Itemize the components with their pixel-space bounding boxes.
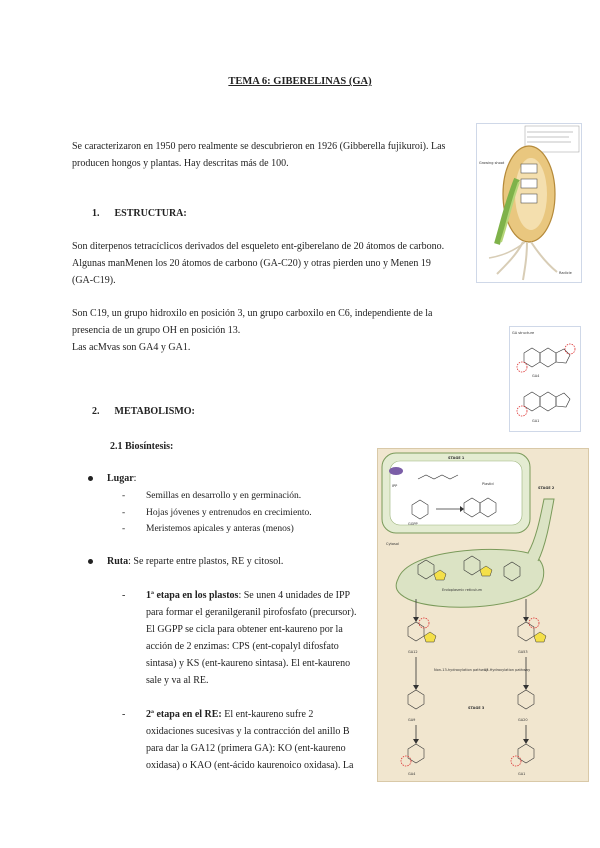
structure-paragraph-1 [72, 238, 482, 289]
section-1-title: ESTRUCTURA: [114, 208, 187, 219]
ipp-label: IPP [392, 484, 398, 488]
page-title: TEMA 6: GIBERELINAS (GA) [228, 76, 372, 87]
structure-p1-line-1: Son diterpenos tetracíclicos derivados del esqueleto ent-giberelano de 20 átomos de carbono. [72, 241, 445, 252]
cytosol-label: Cytosol [386, 542, 399, 546]
intro-line-1: Se caracterizaron en 1950 pero realmente se descubrieron en 1926 (Gibberella fujikuroi). Las [72, 141, 446, 152]
stage-2-tag: STAGE 2 [538, 486, 555, 490]
section-2-heading [92, 406, 195, 417]
ruta-bullet [88, 556, 283, 567]
non13-pathway-label: Non-13-hydroxylation pathway [434, 668, 488, 672]
seed-illustration [477, 124, 581, 282]
stage-1-tag: STAGE 1 [448, 456, 465, 460]
ga9-label: GA9 [408, 718, 416, 722]
ga4-pathway-label: GA4 [408, 772, 416, 776]
ruta-label: Ruta [107, 556, 129, 567]
lugar-bullet: Lugar: [88, 473, 136, 484]
lugar-label: Lugar [107, 473, 134, 484]
stage-1-line-4: acción de 2 enzimas: CPS (ent-copalyl difosfato [146, 641, 339, 652]
biosynthesis-pathway-figure [377, 448, 589, 782]
section-1-heading [92, 208, 187, 219]
stage-2-label: 2ª etapa en el RE: [146, 709, 222, 720]
seed-figure [476, 123, 582, 283]
structure-p2-line-1: Son C19, un grupo hidroxilo en posición 3, un grupo carboxilo en C6, independiente de la [72, 308, 433, 319]
structure-p1-line-2: Algunas manMenen los 20 átomos de carbono (GA-C20) y otras pierden uno y Menen 19 [72, 258, 431, 269]
subsection-biosintesis: 2.1 Biosíntesis: [110, 441, 174, 452]
early13-pathway-label: 13-Hydroxylation pathway [484, 668, 531, 672]
ga-structure-figure [509, 326, 581, 432]
seed-label-shoot: Growing shoot [479, 161, 505, 165]
lugar-item-2: - Hojas jóvenes y entrenudos en crecimiento. [122, 505, 312, 522]
structure-p2-line-2: presencia de un grupo OH en posición 13. [72, 325, 241, 336]
stage-2-paragraph [146, 706, 376, 774]
lugar-item-1: - Semillas en desarrollo y en germinación. [122, 488, 312, 505]
plastid-label: Plastid [482, 482, 494, 486]
intro-line-2: producen hongos y plantas. Hay descritas más de 100. [72, 158, 289, 169]
stage-2-dash: - [122, 709, 126, 720]
stage-2-line-4: oxidasa) o KAO (ent-ácido kaurenoico oxidasa). La [146, 760, 354, 771]
intro-paragraph [72, 138, 472, 172]
bullet-dot [88, 476, 93, 481]
biosynthesis-pathway-diagram [378, 449, 588, 781]
ga1-label: GA1 [532, 419, 540, 423]
ga4-label: GA4 [532, 374, 540, 378]
ga-structure-label: GA structure [512, 331, 535, 335]
seed-label-radicle: Radicle [559, 271, 572, 275]
stage-1-line-3: El GGPP se cicla para obtener ent-kaureno por la [146, 624, 343, 635]
stage-1-line-6: sale y va al RE. [146, 675, 209, 686]
stage-1-line-1: : Se unen 4 unidades de IPP [238, 590, 351, 601]
structure-paragraph-2 [72, 305, 482, 356]
ga-structure-diagram [510, 327, 580, 431]
stage-3-tag: STAGE 3 [468, 706, 485, 710]
ga20-label: GA20 [518, 718, 528, 722]
structure-p1-line-3: (GA-C19). [72, 275, 116, 286]
structure-p2-line-3: Las acMvas son GA4 y GA1. [72, 342, 191, 353]
bullet-dot [88, 559, 93, 564]
lugar-item-3: - Meristemos apicales y anteras (menos) [122, 521, 312, 538]
ga1-pathway-label: GA1 [518, 772, 526, 776]
section-2-title: METABOLISMO: [114, 406, 195, 417]
ga12-label: GA12 [408, 650, 418, 654]
stage-1-paragraph [146, 587, 376, 689]
section-1-number: 1. [92, 208, 100, 219]
stage-2-line-1: El ent-kaureno sufre 2 [221, 709, 314, 720]
stage-1-label: 1ª etapa en los plastos [146, 590, 239, 601]
ga53-label: GA53 [518, 650, 528, 654]
ruta-text: : Se reparte entre plastos, RE y citosol. [128, 556, 284, 567]
er-label: Endoplasmic reticulum [442, 588, 482, 592]
stage-1-line-2: para formar el geranilgeranil pirofosfato (precursor). [146, 607, 357, 618]
ggpp-label: GGPP [408, 522, 418, 526]
stage-1-line-5: sintasa) y KS (ent-kaureno sintasa). El ent-kaureno [146, 658, 351, 669]
section-2-number: 2. [92, 406, 100, 417]
lugar-list [122, 488, 312, 538]
stage-2-line-3: para dar la GA12 (primera GA): KO (ent-kaureno [146, 743, 346, 754]
stage-2-line-2: oxidaciones sucesivas y la contracción del anillo B [146, 726, 350, 737]
stage-1-dash: - [122, 590, 126, 601]
